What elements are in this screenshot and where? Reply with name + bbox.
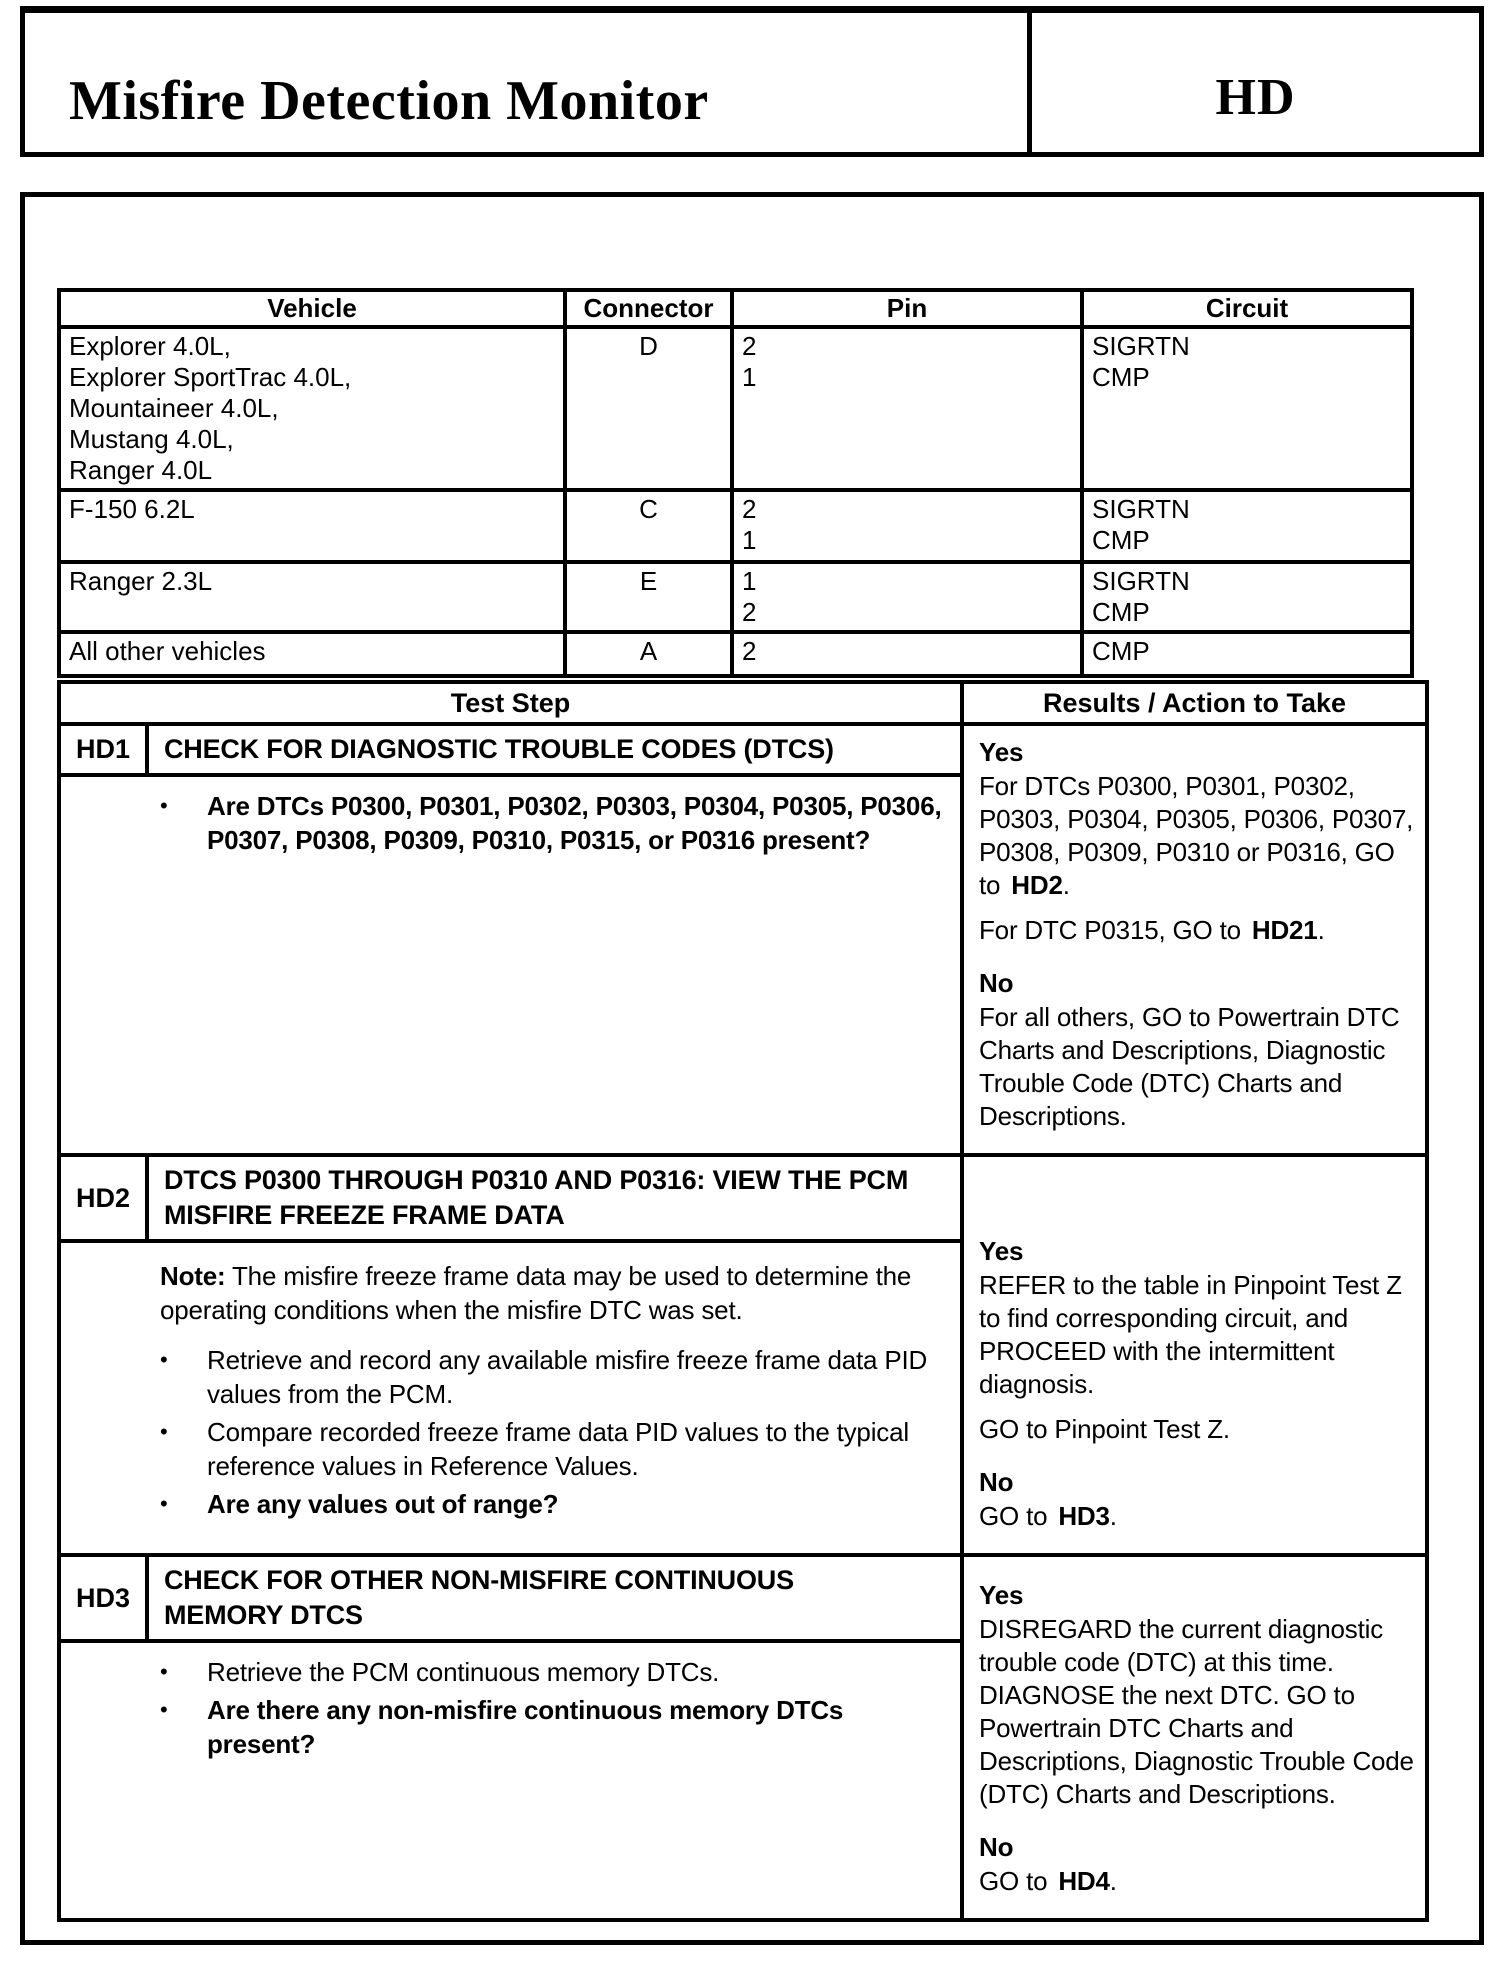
pin-cell — [732, 632, 1082, 676]
bullet-item — [160, 1415, 944, 1483]
bullet-icon: • — [160, 1347, 168, 1372]
circuit-line: CMP — [1092, 525, 1150, 555]
circuit-line: CMP — [1092, 362, 1150, 392]
pin-cell — [732, 562, 1082, 632]
step-title-hd3 — [149, 1557, 960, 1639]
note-body: The misfire freeze frame data may be used to determine the operating conditions when the misfire DTC was set. — [160, 1261, 912, 1325]
action-text-run: GO to — [979, 1866, 1048, 1896]
vehicle-connector-table — [57, 288, 1414, 678]
step-hd1-left — [61, 726, 964, 1153]
step-hd3 — [61, 1557, 1425, 1918]
step-hd3-body — [61, 1643, 960, 1918]
bullet-item — [160, 789, 944, 857]
bullet-item — [160, 1343, 944, 1411]
note-label: Note: — [160, 1261, 226, 1291]
pin-line: 1 — [742, 525, 757, 555]
bullet-text: Are DTCs P0300, P0301, P0302, P0303, P0304, P0305, P0306, P0307, P0308, P0309, P0310, P0315, or P0316 present? — [207, 791, 942, 855]
pin-line: 1 — [742, 566, 757, 596]
step-title-hd2 — [149, 1157, 960, 1239]
pin-cell — [732, 490, 1082, 562]
action-text-run: . — [1317, 915, 1325, 945]
bullet-text: Are any values out of range? — [207, 1489, 559, 1519]
bullet-text: Retrieve the PCM continuous memory DTCs. — [207, 1657, 720, 1687]
bullet-icon: • — [160, 1491, 168, 1516]
results-cell-hd3 — [964, 1557, 1425, 1918]
bullet-text: Are there any non-misfire continuous memory DTCs present? — [207, 1695, 844, 1759]
connector-cell: C — [565, 490, 732, 562]
circuit-line: SIGRTN — [1092, 494, 1190, 524]
vehicle-cell — [59, 327, 565, 490]
step-id-hd2: HD2 — [61, 1157, 149, 1239]
circuit-line: SIGRTN — [1092, 331, 1190, 361]
step-hd2-body — [61, 1243, 960, 1553]
bullet-icon: • — [160, 1419, 168, 1444]
test-table-header-row — [61, 684, 1425, 726]
note-text — [160, 1259, 944, 1327]
no-label: No — [979, 1467, 1014, 1497]
pin-line: 2 — [742, 494, 757, 524]
no-label: No — [979, 1832, 1014, 1862]
step-hd1-title-row — [61, 726, 960, 777]
step-hd2-left — [61, 1157, 964, 1553]
vehicle-line: All other vehicles — [69, 636, 266, 666]
vehicle-cell — [59, 490, 565, 562]
header-bar — [20, 6, 1484, 157]
bullet-icon: • — [160, 1659, 168, 1684]
connector-cell: D — [565, 327, 732, 490]
circuit-line: CMP — [1092, 636, 1150, 666]
no-label: No — [979, 968, 1014, 998]
vehicle-line: Mountaineer 4.0L, — [69, 393, 279, 423]
action-text-run: GO to — [979, 1501, 1048, 1531]
pin-line: 2 — [742, 636, 757, 666]
vehicle-line: F-150 6.2L — [69, 494, 195, 524]
bullet-icon: • — [160, 793, 168, 818]
yes-label: Yes — [979, 1236, 1024, 1266]
header-title-cell — [25, 13, 1027, 152]
step-hd1 — [61, 726, 1425, 1157]
action-text-run: . — [1109, 1866, 1117, 1896]
vehicle-line: Ranger 2.3L — [69, 566, 213, 596]
pin-line: 2 — [742, 331, 757, 361]
vehicle-cell — [59, 632, 565, 676]
step-reference: HD21 — [1251, 915, 1318, 945]
action-text-run: For DTCs P0300, P0301, P0302, P0303, P0304, P0305, P0306, P0307, P0308, P0309, P0310 or P0316, GO to — [979, 771, 1414, 900]
action-text: DISREGARD the current diagnostic trouble code (DTC) at this time. DIAGNOSE the next DTC. GO to Powertrain DTC Charts and Descriptions, Diagnostic Trouble Code (DTC) Charts and Descriptions. — [979, 1614, 1414, 1809]
step-id-hd3: HD3 — [61, 1557, 149, 1639]
yes-label: Yes — [979, 1580, 1024, 1610]
circuit-line: CMP — [1092, 597, 1150, 627]
pin-cell — [732, 327, 1082, 490]
step-reference: HD2 — [1011, 870, 1063, 900]
action-text — [979, 1500, 1417, 1533]
step-reference: HD4 — [1058, 1866, 1110, 1896]
col-header-vehicle: Vehicle — [59, 290, 565, 327]
pin-line: 2 — [742, 597, 757, 627]
bullet-item — [160, 1655, 944, 1689]
action-text-run: . — [1062, 870, 1070, 900]
action-text — [979, 1865, 1417, 1898]
col-header-circuit: Circuit — [1082, 290, 1412, 327]
pin-line: 1 — [742, 362, 757, 392]
bullet-text: Retrieve and record any available misfire freeze frame data PID values from the PCM. — [207, 1345, 928, 1409]
pinpoint-test-code: HD — [1215, 69, 1296, 126]
header-code-cell — [1027, 13, 1479, 152]
step-hd2 — [61, 1157, 1425, 1557]
bullet-item — [160, 1693, 944, 1761]
page-title: Misfire Detection Monitor — [69, 69, 709, 132]
action-text-run: For DTC P0315, GO to — [979, 915, 1241, 945]
vehicle-cell — [59, 562, 565, 632]
yes-label: Yes — [979, 737, 1024, 767]
bullet-text: Compare recorded freeze frame data PID values to the typical reference values in Reference Values. — [207, 1417, 909, 1481]
col-header-test-step: Test Step — [61, 684, 964, 722]
step-hd3-title-row — [61, 1557, 960, 1643]
action-text — [979, 770, 1417, 902]
table-row — [59, 632, 1412, 676]
action-text: REFER to the table in Pinpoint Test Z to find corresponding circuit, and PROCEED with the intermittent diagnosis. — [979, 1270, 1402, 1399]
col-header-connector: Connector — [565, 290, 732, 327]
circuit-cell — [1082, 327, 1412, 490]
circuit-line: SIGRTN — [1092, 566, 1190, 596]
circuit-cell — [1082, 562, 1412, 632]
vehicle-line: Ranger 4.0L — [69, 455, 213, 485]
vehicle-line: Mustang 4.0L, — [69, 424, 234, 454]
test-step-table — [57, 680, 1429, 1922]
step-title-text: CHECK FOR DIAGNOSTIC TROUBLE CODES (DTCS) — [164, 734, 834, 764]
vehicle-line: Explorer 4.0L, — [69, 331, 231, 361]
step-hd3-left — [61, 1557, 964, 1918]
circuit-cell — [1082, 490, 1412, 562]
connector-cell: E — [565, 562, 732, 632]
results-cell-hd1 — [964, 726, 1425, 1153]
table-row — [59, 490, 1412, 562]
table-row — [59, 327, 1412, 490]
vehicle-table-header-row — [59, 290, 1412, 327]
step-title-text: CHECK FOR OTHER NON-MISFIRE CONTINUOUS MEMORY DTCS — [164, 1565, 794, 1630]
bullet-icon: • — [160, 1697, 168, 1722]
action-text: GO to Pinpoint Test Z. — [979, 1414, 1230, 1444]
action-text-run: . — [1109, 1501, 1117, 1531]
step-reference: HD3 — [1058, 1501, 1110, 1531]
step-id-hd1: HD1 — [61, 726, 149, 773]
step-hd2-title-row — [61, 1157, 960, 1243]
connector-cell: A — [565, 632, 732, 676]
step-title-text: DTCS P0300 THROUGH P0310 AND P0316: VIEW THE PCM MISFIRE FREEZE FRAME DATA — [164, 1165, 909, 1230]
content-box — [20, 192, 1484, 1945]
vehicle-line: Explorer SportTrac 4.0L, — [69, 362, 352, 392]
step-hd1-body — [61, 777, 960, 1153]
bullet-item — [160, 1487, 944, 1521]
results-cell-hd2 — [964, 1157, 1425, 1553]
table-row — [59, 562, 1412, 632]
action-text — [979, 914, 1417, 947]
action-text: For all others, GO to Powertrain DTC Charts and Descriptions, Diagnostic Trouble Code (DTC) Charts and Descriptions. — [979, 1002, 1400, 1131]
step-title-hd1 — [149, 726, 960, 773]
col-header-results: Results / Action to Take — [1042, 687, 1347, 718]
circuit-cell — [1082, 632, 1412, 676]
col-header-pin: Pin — [732, 290, 1082, 327]
